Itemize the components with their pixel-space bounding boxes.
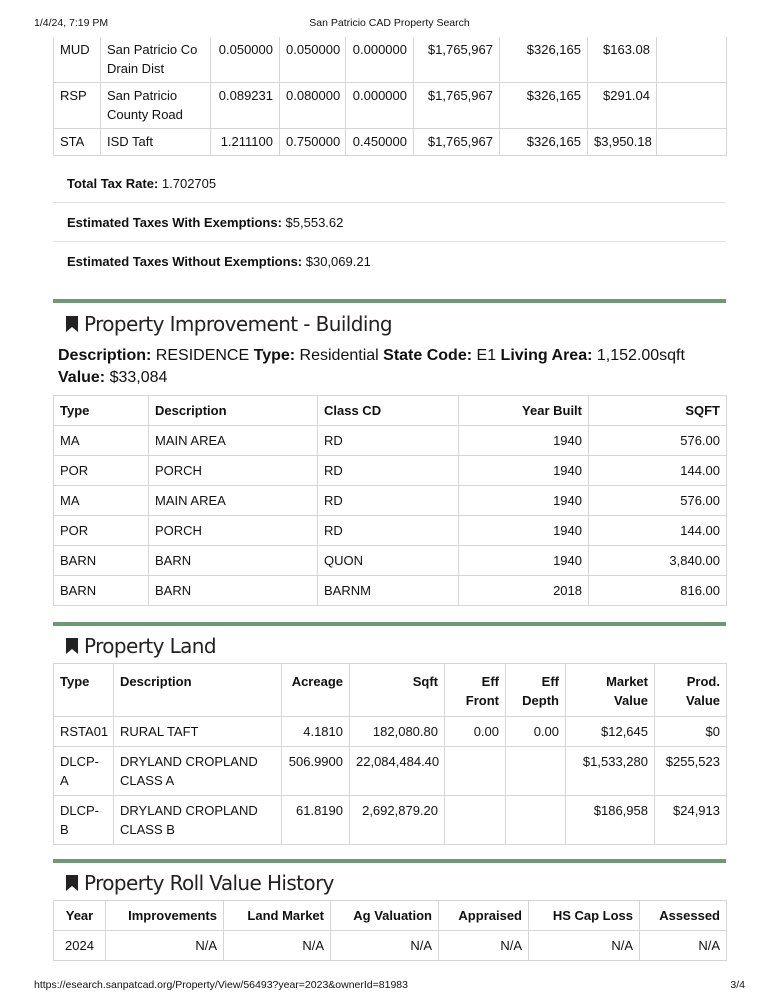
improvement-row: [54, 546, 727, 576]
improvement-header: Class CD: [318, 396, 459, 426]
improvement-cell: BARN: [149, 576, 318, 606]
improvement-header: Type: [54, 396, 149, 426]
with-exemptions-value: $5,553.62: [285, 215, 344, 230]
tax-cell-empty: [657, 129, 727, 156]
without-exemptions-value: $30,069.21: [305, 254, 371, 269]
tax-cell-code: RSP: [54, 83, 101, 129]
land-cell: [506, 747, 566, 796]
improvement-cell: 1940: [459, 456, 589, 486]
roll-history-cell: N/A: [224, 931, 331, 961]
tax-cell-rate: 0.050000: [211, 37, 280, 83]
tax-cell-empty: [657, 37, 727, 83]
improvement-cell: BARNM: [318, 576, 459, 606]
improvement-cell: MA: [54, 426, 149, 456]
roll-history-cell: N/A: [106, 931, 224, 961]
living-area-label: Living Area:: [500, 347, 593, 364]
land-header: Market Value: [566, 664, 655, 717]
land-cell: [506, 796, 566, 845]
total-tax-rate-label: Total Tax Rate:: [67, 176, 159, 191]
improvement-cell: RD: [318, 456, 459, 486]
land-table: [53, 663, 727, 845]
improvement-cell: RD: [318, 486, 459, 516]
land-row: [54, 796, 727, 845]
tax-cell-taxable: $326,165: [500, 83, 588, 129]
total-tax-rate: [53, 164, 726, 203]
land-cell: $12,645: [566, 717, 655, 747]
improvement-header: Description: [149, 396, 318, 426]
living-area-value: 1,152.00sqft: [596, 347, 685, 364]
tax-cell-entity: San Patricio Co Drain Dist: [101, 37, 211, 83]
improvement-header: Year Built: [459, 396, 589, 426]
improvement-cell: POR: [54, 456, 149, 486]
roll-history-header: Ag Valuation: [331, 901, 439, 931]
improvement-cell: PORCH: [149, 516, 318, 546]
print-datetime: 1/4/24, 7:19 PM: [34, 17, 109, 29]
land-cell: $255,523: [655, 747, 727, 796]
print-header: [34, 17, 745, 31]
land-cell: 2,692,879.20: [350, 796, 445, 845]
roll-history-header: Land Market: [224, 901, 331, 931]
roll-history-cell: N/A: [529, 931, 640, 961]
land-header: Eff Depth: [506, 664, 566, 717]
roll-history-header: Improvements: [106, 901, 224, 931]
land-cell: RSTA01: [54, 717, 114, 747]
land-cell: $186,958: [566, 796, 655, 845]
improvement-cell: QUON: [318, 546, 459, 576]
tax-cell-empty: [657, 83, 727, 129]
estimated-taxes-with-exemptions: [53, 203, 726, 242]
roll-history-cell: N/A: [331, 931, 439, 961]
tax-cell-col3: 0.000000: [346, 37, 414, 83]
tax-cell-entity: ISD Taft: [101, 129, 211, 156]
improvement-cell: MAIN AREA: [149, 426, 318, 456]
land-row: [54, 747, 727, 796]
improvement-cell: 1940: [459, 486, 589, 516]
improvement-cell: 1940: [459, 516, 589, 546]
land-header: Type: [54, 664, 114, 717]
improvement-cell: MAIN AREA: [149, 486, 318, 516]
tax-cell-entity: San Patricio County Road: [101, 83, 211, 129]
improvement-cell: 144.00: [589, 456, 727, 486]
type-label: Type:: [253, 347, 296, 364]
roll-history-cell: N/A: [439, 931, 529, 961]
tax-cell-tax: $163.08: [588, 37, 657, 83]
land-row: [54, 717, 727, 747]
tax-cell-tax: $3,950.18: [588, 129, 657, 156]
land-cell: 22,084,484.40: [350, 747, 445, 796]
roll-history-header: Assessed: [640, 901, 727, 931]
land-cell: DRYLAND CROPLAND CLASS B: [114, 796, 282, 845]
with-exemptions-label: Estimated Taxes With Exemptions:: [67, 215, 282, 230]
land-header: Description: [114, 664, 282, 717]
desc-label: Description:: [58, 347, 152, 364]
tax-cell-market: $1,765,967: [414, 129, 500, 156]
value-label: Value:: [58, 369, 106, 386]
land-cell: [445, 796, 506, 845]
land-cell: $1,533,280: [566, 747, 655, 796]
taxing-entities-table: [53, 37, 727, 156]
roll-history-title-text: Property Roll Value History: [84, 871, 334, 895]
land-cell: 0.00: [506, 717, 566, 747]
print-url: https://esearch.sanpatcad.org/Property/View/56493?year=2023&ownerId=81983: [34, 979, 408, 991]
land-cell: DRYLAND CROPLAND CLASS A: [114, 747, 282, 796]
tax-cell-col3: 0.000000: [346, 83, 414, 129]
tax-row: [54, 129, 727, 156]
type-value: Residential: [299, 347, 379, 364]
improvement-summary: [58, 345, 726, 389]
improvement-row: [54, 486, 727, 516]
land-cell: 4.1810: [282, 717, 350, 747]
state-code-value: E1: [476, 347, 497, 364]
improvement-cell: BARN: [54, 576, 149, 606]
tax-cell-col2: 0.050000: [280, 37, 346, 83]
improvement-cell: RD: [318, 426, 459, 456]
print-title: San Patricio CAD Property Search: [309, 17, 470, 29]
bookmark-icon: [66, 638, 78, 654]
improvement-row: [54, 426, 727, 456]
land-header: Prod. Value: [655, 664, 727, 717]
tax-cell-taxable: $326,165: [500, 37, 588, 83]
roll-history-row: [54, 931, 727, 961]
land-cell: DLCP-A: [54, 747, 114, 796]
land-header: Sqft: [350, 664, 445, 717]
tax-cell-tax: $291.04: [588, 83, 657, 129]
improvement-cell: 576.00: [589, 486, 727, 516]
improvement-cell: 1940: [459, 426, 589, 456]
land-cell: DLCP-B: [54, 796, 114, 845]
total-tax-rate-value: 1.702705: [161, 176, 217, 191]
land-cell: 182,080.80: [350, 717, 445, 747]
tax-cell-col3: 0.450000: [346, 129, 414, 156]
improvement-cell: BARN: [54, 546, 149, 576]
bookmark-icon: [66, 875, 78, 891]
land-cell: $0: [655, 717, 727, 747]
tax-row: [54, 37, 727, 83]
improvement-cell: BARN: [149, 546, 318, 576]
desc-value: RESIDENCE: [155, 347, 250, 364]
bookmark-icon: [66, 316, 78, 332]
land-title-text: Property Land: [84, 634, 216, 658]
improvement-row: [54, 516, 727, 546]
tax-cell-rate: 1.211100: [211, 129, 280, 156]
improvement-title-text: Property Improvement - Building: [84, 312, 392, 336]
land-header: Eff Front: [445, 664, 506, 717]
roll-history-header: Appraised: [439, 901, 529, 931]
improvement-section-title: [66, 312, 392, 336]
roll-history-header: Year: [54, 901, 106, 931]
land-cell: $24,913: [655, 796, 727, 845]
roll-history-cell: N/A: [640, 931, 727, 961]
without-exemptions-label: Estimated Taxes Without Exemptions:: [67, 254, 303, 269]
roll-history-table: [53, 900, 727, 961]
improvement-cell: PORCH: [149, 456, 318, 486]
improvement-cell: 2018: [459, 576, 589, 606]
improvement-cell: POR: [54, 516, 149, 546]
improvement-row: [54, 576, 727, 606]
roll-history-section-title: [66, 871, 334, 895]
improvement-cell: 576.00: [589, 426, 727, 456]
tax-cell-col2: 0.080000: [280, 83, 346, 129]
land-cell: [445, 747, 506, 796]
improvement-table: [53, 395, 727, 606]
improvement-cell: 816.00: [589, 576, 727, 606]
land-header: Acreage: [282, 664, 350, 717]
improvement-cell: RD: [318, 516, 459, 546]
improvement-cell: 3,840.00: [589, 546, 727, 576]
tax-cell-taxable: $326,165: [500, 129, 588, 156]
improvement-row: [54, 456, 727, 486]
land-section-title: [66, 634, 216, 658]
improvement-cell: 144.00: [589, 516, 727, 546]
land-cell: RURAL TAFT: [114, 717, 282, 747]
tax-cell-code: STA: [54, 129, 101, 156]
estimated-taxes-without-exemptions: [53, 242, 726, 280]
tax-cell-market: $1,765,967: [414, 37, 500, 83]
land-cell: 61.8190: [282, 796, 350, 845]
print-footer: [34, 979, 745, 993]
value-value: $33,084: [109, 369, 168, 386]
tax-cell-rate: 0.089231: [211, 83, 280, 129]
roll-history-header: HS Cap Loss: [529, 901, 640, 931]
roll-history-section-rule: [53, 859, 726, 863]
state-code-label: State Code:: [383, 347, 473, 364]
tax-cell-col2: 0.750000: [280, 129, 346, 156]
improvement-section-rule: [53, 299, 726, 303]
improvement-header: SQFT: [589, 396, 727, 426]
land-section-rule: [53, 622, 726, 626]
tax-row: [54, 83, 727, 129]
improvement-cell: MA: [54, 486, 149, 516]
tax-cell-market: $1,765,967: [414, 83, 500, 129]
roll-history-cell: 2024: [54, 931, 106, 961]
land-cell: 506.9900: [282, 747, 350, 796]
land-cell: 0.00: [445, 717, 506, 747]
print-page-number: 3/4: [730, 979, 745, 991]
improvement-cell: 1940: [459, 546, 589, 576]
tax-cell-code: MUD: [54, 37, 101, 83]
